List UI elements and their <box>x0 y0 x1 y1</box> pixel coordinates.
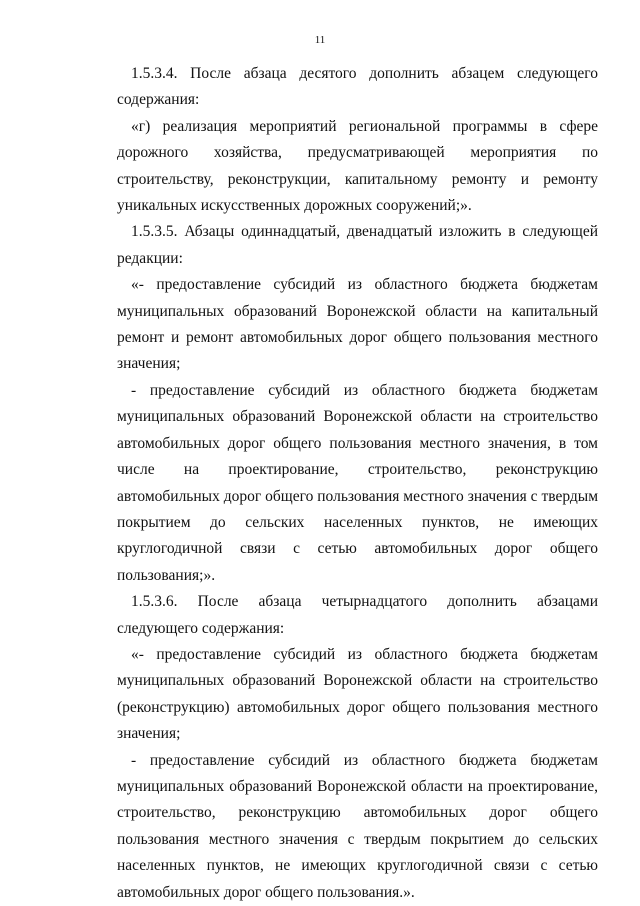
paragraph-subsidy-reconstruction: «- предоставление субсидий из областного бюджета бюджетам муниципальных образований Воронежской области на строительство (реконструкцию) автомобильных дорог общего пользования местного значения; <box>117 645 598 743</box>
paragraph-subsidy-construction: - предоставление субсидий из областного бюджета бюджетам муниципальных образований Воронежской области на строительство автомобильных дорог общего пользования местного значения, в том числе на проектирование, строительство, реконструкцию автомобильных дорог общего пользования местного значения с твердым покрытием до сельских населенных пунктов, не имеющих круглогодичной связи с сетью автомобильных дорог общего пользования;». <box>117 381 598 584</box>
paragraph-quote-g: «г) реализация мероприятий региональной программы в сфере дорожного хозяйства, предусматривающей мероприятия по строительству, реконструкции, капитальному ремонту и ремонту уникальных искусственных дорожных сооружений;». <box>117 117 598 215</box>
paragraph-subsidy-repair: «- предоставление субсидий из областного бюджета бюджетам муниципальных образований Воронежской области на капитальный ремонт и ремонт автомобильных дорог общего пользования местного значения; <box>117 276 598 373</box>
paragraph-subsidy-design: - предоставление субсидий из областного бюджета бюджетам муниципальных образований Воронежской области на проектирование, строительство, реконструкцию автомобильных дорог общего пользования местного значения с твердым покрытием до сельских населенных пунктов, не имеющих круглогодичной связи с сетью автомобильных дорог общего пользования.». <box>117 751 598 901</box>
paragraph-1-5-3-6: 1.5.3.6. После абзаца четырнадцатого дополнить абзацами следующего содержания: <box>117 593 598 637</box>
document-body <box>117 61 598 906</box>
page-number: 11 <box>314 34 326 46</box>
paragraph-1-5-3-4: 1.5.3.4. После абзаца десятого дополнить абзацем следующего содержания: <box>117 65 598 109</box>
paragraph-1-5-3-5: 1.5.3.5. Абзацы одиннадцатый, двенадцатый изложить в следующей редакции: <box>117 223 598 267</box>
